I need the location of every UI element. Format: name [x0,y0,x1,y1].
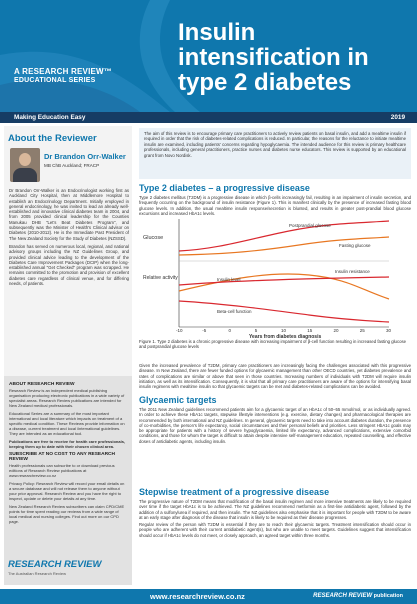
intro-box: The aim of this review is to encourage primary care practitioners to actively review patients on basal insulin, and add a mealtime insulin if required in order that the risk of diabetes-related complications is reduced. In particular, the reasons for the reluctance to initiate mealtime insulin are examined, including patients' concerns regarding hypoglycaemia. The intended audience for this review is primary healthcare professionals, including general practitioners, practice nurses and diabetes nurse educators. This review is supported by an educational grant from Novo Nordisk. [139,128,411,179]
section3-text-2: Regular review of the person with T2DM is essential if they are to reach their glycaemic targets. Treatment intensification should occur in people who are adherent with their current antidiabetic agent(s), but who are unable to meet targets. Guidelines suggest that intensification should occur if HbA1c levels do not meet, or closely approach, an agreed target within three months. [139,522,411,538]
insulin-level-label: Insulin level [217,277,241,282]
title-line2: intensification in [178,44,369,71]
avatar-head [19,153,31,166]
about-paragraph-2: Educational Series are a summary of the most important international and local literature which impacts on treatment of a specific medical condition. These Reviews provide information on a disease, current treatment and local /international guidelines. They are intended as an educational tool. [9,411,125,436]
footer-pub-name: RESEARCH REVIEW [313,593,373,599]
page-title [178,20,413,95]
tagline: Making Education Easy [14,114,86,121]
section-stepwise-treatment [139,487,411,538]
section1-text: Type 2 diabetes mellitus (T2DM) is a progressive disease in which β-cells increasingly fail, resulting in an impairment of insulin secretion, and frequently occurring on the background of insulin resistance (Figure 1). This is manifest clinically by the presence of increased fasting blood glucose levels. In addition, the usual mealtime insulin response/secretion is blunted, and results in greater post-prandial blood glucose excursions and increased HbA1c levels. [139,195,411,216]
bio-paragraph-1: Dr Brandon Orr-Walker is an Endocrinologist working first as Auckland City Hospital, then at Middlemore Hospital to establish an Endocrinology Department. Initially employed in general endocrinology, he was invited to lead an already well-established and innovative clinical diabetes team in 2004, and from 2005 provided clinical leadership for the Counties Manukau DHB "Let's Beat Diabetes Program", and subsequently was the Minister of Health's Clinical advisor on Diabetes (2010-2012). He is the Immediate Past President of The New Zealand Society for the Study of Diabetes (NZSSD). [9,188,129,241]
about-paragraph-3: Publications are free to receive for health care professionals, keeping them up to date with their chosen clinical area. [9,439,126,449]
title-line3: type 2 diabetes [178,69,352,96]
author-block [44,152,130,168]
research-review-brand [8,559,101,576]
section-continued [139,361,411,389]
x-tick-label: 15 [307,328,313,333]
rr-logo-text: RESEARCH REVIEW [8,559,102,570]
section-glycaemic-targets [139,395,411,444]
glucose-axis-label: Glucose [143,235,164,241]
fasting-label: Fasting glucose [339,243,371,248]
x-tick-label: 5 [254,328,258,333]
section2-text: The 2011 New Zealand guidelines recommend patients aim for a glycaemic target of an HbA1c of 50–55 mmol/mol, or as individually agreed. In order to achieve these HbA1c targets, stepwise lifestyle interventions (e.g. exercise, dietary changes) and pharmacological therapies are recommended by both international and NZ guidelines. In general, glycaemic targets need to take into account diabetes duration, the presence of co-morbidities, the person's life expectancy, social circumstances and their personal beliefs and priorities. Less stringent HbA1c goals may be appropriate for patients with a history of severe hypoglycaemia, limited life expectancy, advanced complications, extensive comorbid conditions, and those for whom the target is difficult to attain despite intensive self-management education, repeated counselling, and effective doses of antidiabetic agents, including insulin. [139,407,411,444]
x-tick-label: 25 [359,328,365,333]
subscribe-heading: SUBSCRIBE AT NO COST TO ANY RESEARCH REVIEW [9,452,115,462]
bio-paragraph-2: Brandon has served on numerous local, regional, and national advisory groups including the NZ Guidelines Group, and provided clinical advice leading to the development of the Diabetes Care Improvement Packages (DCIP) when the long-established annual "Get Checked" program was scrapped. He remains committed to the promotion and provision of excellent diabetes care regardless of clinical venue, and for differing needs, of patients. [9,243,129,287]
section2-heading: Glycaemic targets [139,395,217,405]
relative-activity-text: Relative activity [143,275,178,281]
issue-year: 2019 [390,114,405,121]
footer-publication [313,593,403,599]
author-quals: MB ChB Auckland; FRACP [44,163,100,168]
header-banner [0,0,417,112]
figure-1 [139,209,411,339]
figure-caption: Figure 1. Type 2 diabetes is a chronic progressive disease with increasing impairment of β-cell function resulting in increased fasting glucose and postprandial glucose levels [139,339,407,350]
section3-text-1: The progressive nature of T2DM means that modification of the basal insulin regimen and more intensive treatments are likely to be required over time if the target HbA1c is to be achieved. The NZ guidelines recommend metformin as a first-line antidiabetic agent, followed by the addition of a sulfonylurea if required, and then insulin. The NZ guidelines also emphasise that it is important for people with T2DM to be aware at an early stage after diagnosis of the disease that insulin is likely to be required as their disease progresses. [139,499,411,520]
footer [0,589,417,604]
insulin-resistance-label: Insulin resistance [335,269,370,274]
title-line1: Insulin [178,19,256,46]
footer-url[interactable]: www.researchreview.co.nz [150,592,245,601]
privacy-paragraph: Privacy Policy: Research Review will record your email details on a secure database and will not release them to anyone without your prior approval. Research Review and you have the right to inspect, update or delete your details at any time. [9,481,125,501]
x-axis-label: Years from diabetes diagnosis [249,334,322,339]
author-name: Dr Brandon Orr-Walker [44,152,126,161]
sidebar [4,126,132,585]
footer-pub-suffix: publication [373,593,403,599]
x-tick-label: 30 [386,328,392,333]
tagline-band [0,112,417,123]
x-tick-label: 0 [228,328,232,333]
subscribe-paragraph: Health professionals can subscribe to or download previous editions of Research Review publications at www.researchreview.co.nz [9,463,115,478]
section3-heading: Stepwise treatment of a progressive disease [139,487,330,497]
postprandial-label: Postprandial glucose [289,223,331,228]
x-tick-label: -10 [176,328,183,333]
x-tick-labels [176,328,392,333]
logo-line2: EDUCATIONAL SERIES [14,77,96,84]
x-tick-label: 20 [333,328,339,333]
beta-cell-label: Beta-cell function [217,309,252,314]
section1-continued-text: Given the increased prevalence of T2DM, primary care practitioners are increasingly facing the challenges associated with this progressive disease. In New Zealand, there are fewer funded options for glycaemic management than other OECD countries, yet diabetes prevalence and rates of complications are similar or above that seen in those countries. Increasing numbers of individuals with T2DM will require insulin initiation, as well as its intensification. Consequently, it is vital that all primary care practitioners are aware of the options for intensifying basal insulin regimens with mealtime insulin so that glycaemic targets can be met and diabetes-related complications can be avoided. [139,363,411,390]
beta-cell-curve [179,301,389,322]
x-tick-label: -5 [202,328,207,333]
about-paragraph-1: Research Review is an independent medical publishing organisation producing electronic publications in a wide variety of specialist areas. Research Review publications are intended for New Zealand medical professionals. [9,388,125,408]
about-reviewer-heading: About the Reviewer [8,133,97,144]
section1-heading: Type 2 diabetes – a progressive disease [139,183,310,193]
relative-activity-label [143,275,178,281]
avatar-body [13,168,37,182]
research-review-logo [14,67,112,84]
reviewer-avatar [10,148,40,182]
x-tick-label: 10 [281,328,287,333]
about-heading: ABOUT RESEARCH REVIEW [9,382,75,387]
logo-line1: A RESEARCH REVIEW™ [14,67,112,76]
reviewer-bio [9,188,129,289]
cpd-paragraph: New Zealand Research Review subscribers can claim CPD/CME points for time spent reading our reviews from a wide range of local medical and nursing colleges. Find out more on our CPD page. [9,504,125,524]
about-research-review-box [4,376,132,585]
rr-tagline: The Australian Research Review [8,571,67,576]
